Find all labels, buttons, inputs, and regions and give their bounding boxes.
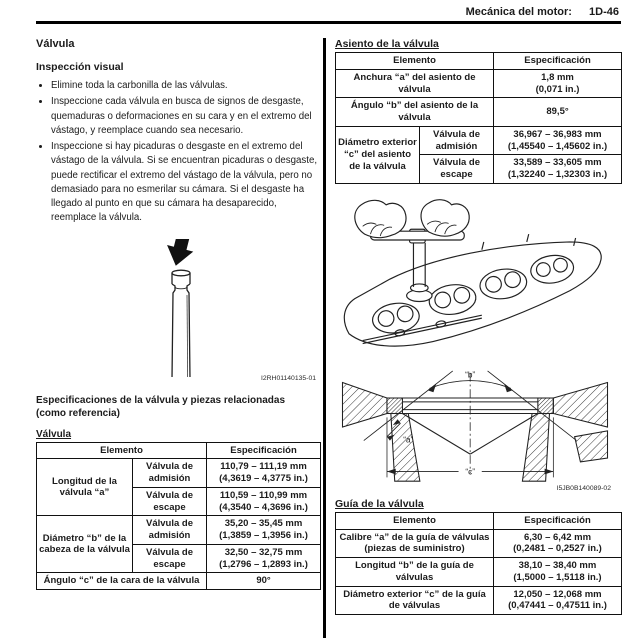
valve-lapping-figure xyxy=(335,197,615,365)
valve-seat-section-figure xyxy=(335,369,615,492)
element-label: Diámetro exterior “c” de la guía de válvulas xyxy=(336,586,494,615)
spec-value: 12,050 – 12,068 mm (0,47441 – 0,47511 in.) xyxy=(494,586,622,615)
column-header: Especificación xyxy=(494,53,622,70)
spec-value: 90° xyxy=(207,573,321,590)
element-label: Ángulo “b” del asiento de la válvula xyxy=(336,98,494,127)
valve-stem-figure xyxy=(36,239,320,382)
element-sublabel: Válvula de escape xyxy=(420,155,494,184)
guide-table-title: Guía de la válvula xyxy=(335,497,424,510)
spec-value: 110,79 – 111,19 mm (4,3619 – 4,3775 in.) xyxy=(207,459,321,488)
column-header: Elemento xyxy=(336,512,494,529)
spec-value: 89,5° xyxy=(494,98,622,127)
element-sublabel: Válvula de escape xyxy=(133,544,207,573)
spec-value: 1,8 mm (0,071 in.) xyxy=(494,69,622,98)
section-title-valvula: Válvula xyxy=(36,38,75,50)
valve-seat-section-drawing xyxy=(335,369,615,487)
element-label: Diámetro exterior “c” del asiento de la válvula xyxy=(336,126,420,183)
spec-value: 38,10 – 38,40 mm (1,5000 – 1,5118 in.) xyxy=(494,558,622,587)
bullet-item: • Elimine toda la carbonilla de las válvulas. xyxy=(51,79,320,93)
bullet-item: • Inspeccione si hay picaduras o desgaste en el extremo del vástago de la válvula. Si se encuentran picaduras o desgaste, puede rectificar el extremo del vástago de la válvula, pero no demasiado para no esmerilar su cámara. Si el desgaste ha llegado al punto en que su cámara ha desaparecido, reemplace la válvula. xyxy=(51,140,320,226)
column-header: Elemento xyxy=(336,53,494,70)
spec-value: 33,589 – 33,605 mm (1,32240 – 1,32303 in.) xyxy=(494,155,622,184)
left-column xyxy=(36,38,320,638)
chapter-title: Mecánica del motor: xyxy=(465,6,572,18)
element-label: Longitud “b” de la guía de válvulas xyxy=(336,558,494,587)
spec-value: 32,50 – 32,75 mm (1,2796 – 1,2893 in.) xyxy=(207,544,321,573)
spec-value: 6,30 – 6,42 mm (0,2481 – 0,2527 in.) xyxy=(494,529,622,558)
element-sublabel: Válvula de admisión xyxy=(133,459,207,488)
column-header: Especificación xyxy=(207,442,321,459)
column-header: Especificación xyxy=(494,512,622,529)
dim-label-a: “a” xyxy=(403,435,414,445)
element-sublabel: Válvula de escape xyxy=(133,487,207,516)
down-arrow-icon xyxy=(163,239,198,269)
cylinder-head-lapping-drawing xyxy=(335,197,615,365)
dim-label-b: “b” xyxy=(465,370,476,380)
page-header xyxy=(36,6,621,18)
valve-table-title: Válvula xyxy=(36,428,72,440)
spec-reference-heading: Especificaciones de la válvula y piezas relacionadas (como referencia) xyxy=(36,394,286,419)
seat-table-title: Asiento de la válvula xyxy=(335,38,439,50)
figure-code: I2RH01140135-01 xyxy=(260,374,316,382)
inspection-bullet-list xyxy=(36,79,320,226)
element-label: Ángulo “c” de la cara de la válvula xyxy=(37,573,207,590)
element-label: Anchura “a” del asiento de válvula xyxy=(336,69,494,98)
page-number: 1D-46 xyxy=(589,6,619,18)
header-rule xyxy=(36,21,621,24)
spec-value: 110,59 – 110,99 mm (4,3540 – 4,3696 in.) xyxy=(207,487,321,516)
valve-spec-table xyxy=(36,442,321,591)
spec-value: 35,20 – 35,45 mm (1,3859 – 1,3956 in.) xyxy=(207,516,321,545)
dim-label-c: “c” xyxy=(465,467,475,477)
valve-guide-table xyxy=(335,512,622,615)
element-label: Diámetro “b” de la cabeza de la válvula xyxy=(37,516,133,573)
element-label: Calibre “a” de la guía de válvulas (piezas de suministro) xyxy=(336,529,494,558)
element-sublabel: Válvula de admisión xyxy=(420,126,494,155)
subsection-inspeccion-visual: Inspección visual xyxy=(36,61,124,73)
spec-value: 36,967 – 36,983 mm (1,45540 – 1,45602 in.) xyxy=(494,126,622,155)
element-sublabel: Válvula de admisión xyxy=(133,516,207,545)
right-column xyxy=(326,38,615,638)
bullet-item: • Inspeccione cada válvula en busca de signos de desgaste, quemaduras o deformaciones en su cara y en el extremo del vástago, y reemplace cuando sea necesario. xyxy=(51,95,320,138)
valve-stem-drawing xyxy=(36,239,320,377)
valve-seat-table xyxy=(335,52,622,184)
element-label: Longitud de la válvula “a” xyxy=(37,459,133,516)
column-header: Elemento xyxy=(37,442,207,459)
figure-code: I5JB0B140089-02 xyxy=(556,484,611,492)
